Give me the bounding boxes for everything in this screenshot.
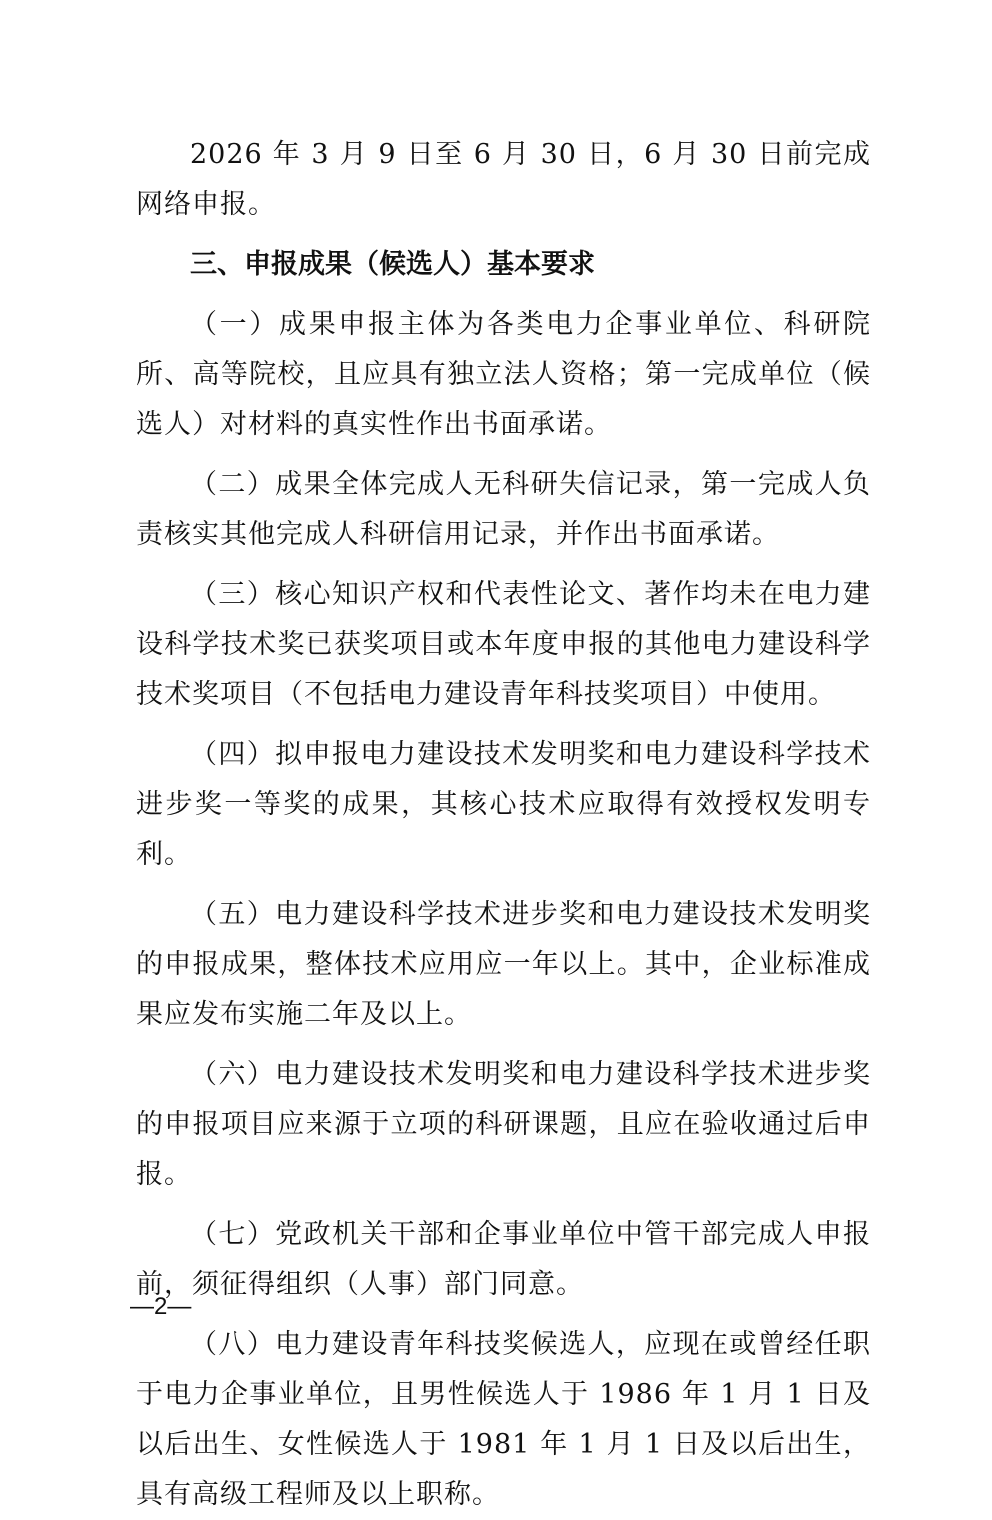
paragraph-item-1: （一）成果申报主体为各类电力企事业单位、科研院所、高等院校，且应具有独立法人资格；第一完成单位（候选人）对材料的真实性作出书面承诺。: [136, 309, 871, 440]
spacer: [136, 290, 871, 300]
spacer: [136, 230, 871, 240]
section-heading: 三、申报成果（候选人）基本要求: [190, 249, 595, 280]
page-number: —2—: [130, 1293, 192, 1320]
spacer: [136, 880, 871, 890]
spacer: [136, 560, 871, 570]
paragraph-item-5: （五）电力建设科学技术进步奖和电力建设技术发明奖的申报成果，整体技术应用应一年以上。其中，企业标准成果应发布实施二年及以上。: [136, 899, 871, 1030]
paragraph-item-7: （七）党政机关干部和企事业单位中管干部完成人申报前，须征得组织（人事）部门同意。: [136, 1219, 871, 1300]
paragraph-item-8: （八）电力建设青年科技奖候选人，应现在或曾经任职于电力企事业单位，且男性候选人于 1986 年 1 月 1 日及以后出生、女性候选人于 1981 年 1 月 1 日及以后出生，具有高级工程师及以上职称。: [136, 1329, 871, 1510]
paragraph-deadline: 2026 年 3 月 9 日至 6 月 30 日，6 月 30 日前完成网络申报。: [136, 139, 871, 220]
spacer: [136, 450, 871, 460]
paragraph-item-4: （四）拟申报电力建设技术发明奖和电力建设科学技术进步奖一等奖的成果，其核心技术应取得有效授权发明专利。: [136, 739, 871, 870]
document-body: [136, 130, 871, 1520]
spacer: [136, 1200, 871, 1210]
spacer: [136, 1040, 871, 1050]
paragraph-item-2: （二）成果全体完成人无科研失信记录，第一完成人负责核实其他完成人科研信用记录，并作出书面承诺。: [136, 469, 871, 550]
spacer: [136, 720, 871, 730]
spacer: [136, 1310, 871, 1320]
paragraph-item-6: （六）电力建设技术发明奖和电力建设科学技术进步奖的申报项目应来源于立项的科研课题，且应在验收通过后申报。: [136, 1059, 871, 1190]
paragraph-item-3: （三）核心知识产权和代表性论文、著作均未在电力建设科学技术奖已获奖项目或本年度申报的其他电力建设科学技术奖项目（不包括电力建设青年科技奖项目）中使用。: [136, 579, 871, 710]
